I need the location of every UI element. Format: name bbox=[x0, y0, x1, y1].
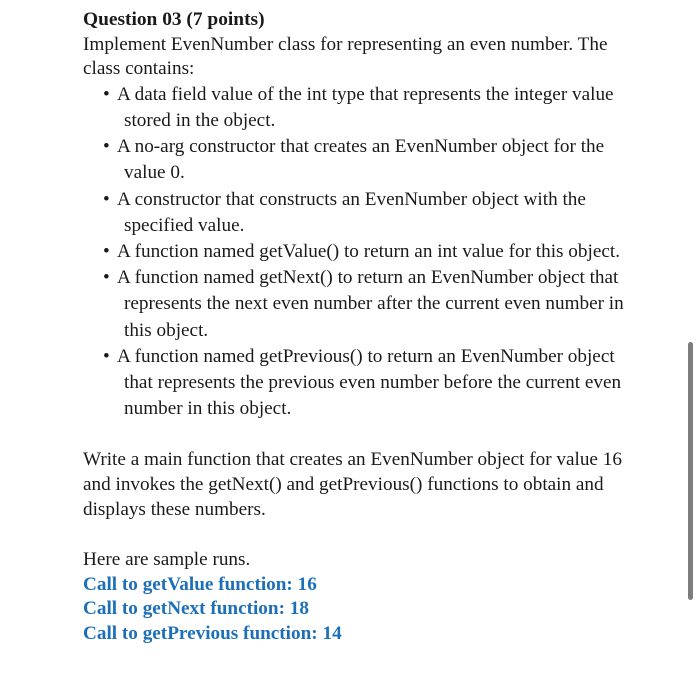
bullet-icon: • bbox=[103, 241, 110, 262]
requirement-item bbox=[83, 344, 628, 423]
spacer bbox=[83, 522, 628, 548]
bullet-icon: • bbox=[103, 136, 110, 158]
question-document bbox=[83, 8, 628, 647]
requirement-item bbox=[83, 82, 628, 134]
requirement-item bbox=[83, 134, 628, 186]
requirement-text: A function named getPrevious() to return an EvenNumber object that represents the previous even number before the current even number in this object. bbox=[117, 345, 622, 420]
requirement-text: A function named getNext() to return an EvenNumber object that represents the next even number after the current even number in this object. bbox=[117, 267, 624, 341]
requirements-list bbox=[83, 82, 628, 423]
requirement-item bbox=[83, 239, 628, 265]
requirement-item bbox=[83, 265, 628, 344]
bullet-icon: • bbox=[103, 83, 110, 105]
requirement-item bbox=[83, 187, 628, 239]
sample-output-line: Call to getNext function: 18 bbox=[83, 598, 309, 620]
requirement-text: A no-arg constructor that creates an EvenNumber object for the value 0. bbox=[117, 136, 605, 184]
sample-intro: Here are sample runs. bbox=[83, 549, 251, 571]
vertical-scrollbar[interactable] bbox=[688, 342, 693, 600]
question-title: Question 03 (7 points) bbox=[83, 9, 265, 30]
bullet-icon: • bbox=[103, 188, 110, 210]
bullet-icon: • bbox=[103, 345, 110, 367]
requirement-text: A function named getValue() to return an int value for this object. bbox=[117, 241, 620, 262]
sample-output-line: Call to getPrevious function: 14 bbox=[83, 622, 342, 644]
question-intro: Implement EvenNumber class for representing an even number. The class contains: bbox=[83, 33, 608, 80]
bullet-icon: • bbox=[103, 267, 110, 289]
sample-output-line: Call to getValue function: 16 bbox=[83, 573, 317, 595]
requirement-text: A data field value of the int type that represents the integer value stored in the object. bbox=[117, 83, 614, 131]
spacer bbox=[83, 422, 628, 448]
main-instruction: Write a main function that creates an EvenNumber object for value 16 and invokes the getNext() and getPrevious() functions to obtain and displays these numbers. bbox=[83, 449, 622, 520]
requirement-text: A constructor that constructs an EvenNumber object with the specified value. bbox=[117, 188, 586, 236]
